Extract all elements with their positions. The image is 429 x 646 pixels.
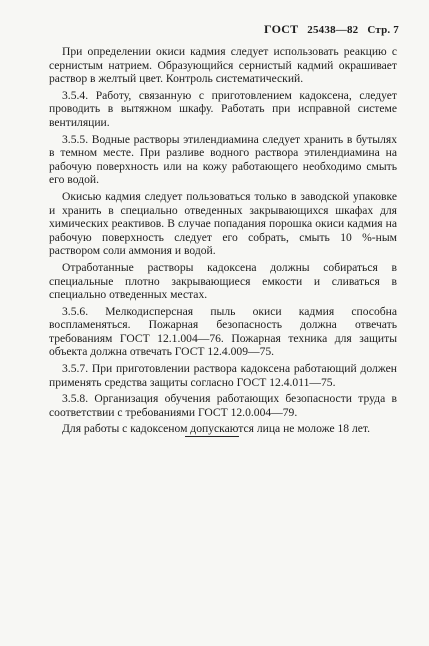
paragraph-age-requirement: Для работы с кадоксеном допускаются лица не моложе 18 лет. [62, 422, 371, 436]
paragraph-3-5-5: 3.5.5. Водные растворы этилендиамина следует хранить в бутылях в темном месте. При разливе водного раствора этилендиамина на рабочую поверхность или на кожу работающего необходимо смыть его водой. [49, 132, 397, 187]
header-standard-number: 25438—82 [307, 24, 359, 36]
document-body [49, 45, 397, 439]
paragraph-cadmium-detection: При определении окиси кадмия следует использовать реакцию с сернистым натрием. Образующийся сернистый кадмий окрашивает раствор в желтый цвет. Контроль систематический. [49, 45, 397, 86]
paragraph-cadmium-oxide-storage: Окисью кадмия следует пользоваться только в заводской упаковке и хранить в специально отведенных закрывающихся шкафах для химических реактивов. В случае попадания порошка окиси кадмия на рабочую поверхность следует его собрать, смыть 10 %-ным раствором соли аммония и водой. [49, 189, 397, 258]
paragraph-3-5-4: 3.5.4. Работу, связанную с приготовлением кадоксена, следует проводить в вытяжном шкафу. Работать при исправной системе вентиляции. [49, 88, 397, 129]
paragraph-3-5-8: 3.5.8. Организация обучения работающих безопасности труда в соответствии с требованиями ГОСТ 12.0.004—79. [49, 392, 397, 419]
end-divider [185, 436, 239, 437]
paragraph-3-5-6: 3.5.6. Мелкодисперсная пыль окиси кадмия способна воспламеняться. Пожарная безопасность должна отвечать требованиям ГОСТ 12.1.004—76. Пожарная техника для защиты объекта должна отвечать ГОСТ 12.4.009—75. [49, 304, 397, 359]
header-gost: ГОСТ [264, 22, 299, 36]
header-page-number: Стр. 7 [367, 24, 399, 36]
paragraph-3-5-7: 3.5.7. При приготовлении раствора кадоксена работающий должен применять средства защиты согласно ГОСТ 12.4.011—75. [49, 362, 397, 389]
paragraph-waste-solutions: Отработанные растворы кадоксена должны собираться в специальные плотно закрывающиеся емкости и сливаться в специально отведенных местах. [49, 260, 397, 302]
page-header [258, 22, 399, 37]
